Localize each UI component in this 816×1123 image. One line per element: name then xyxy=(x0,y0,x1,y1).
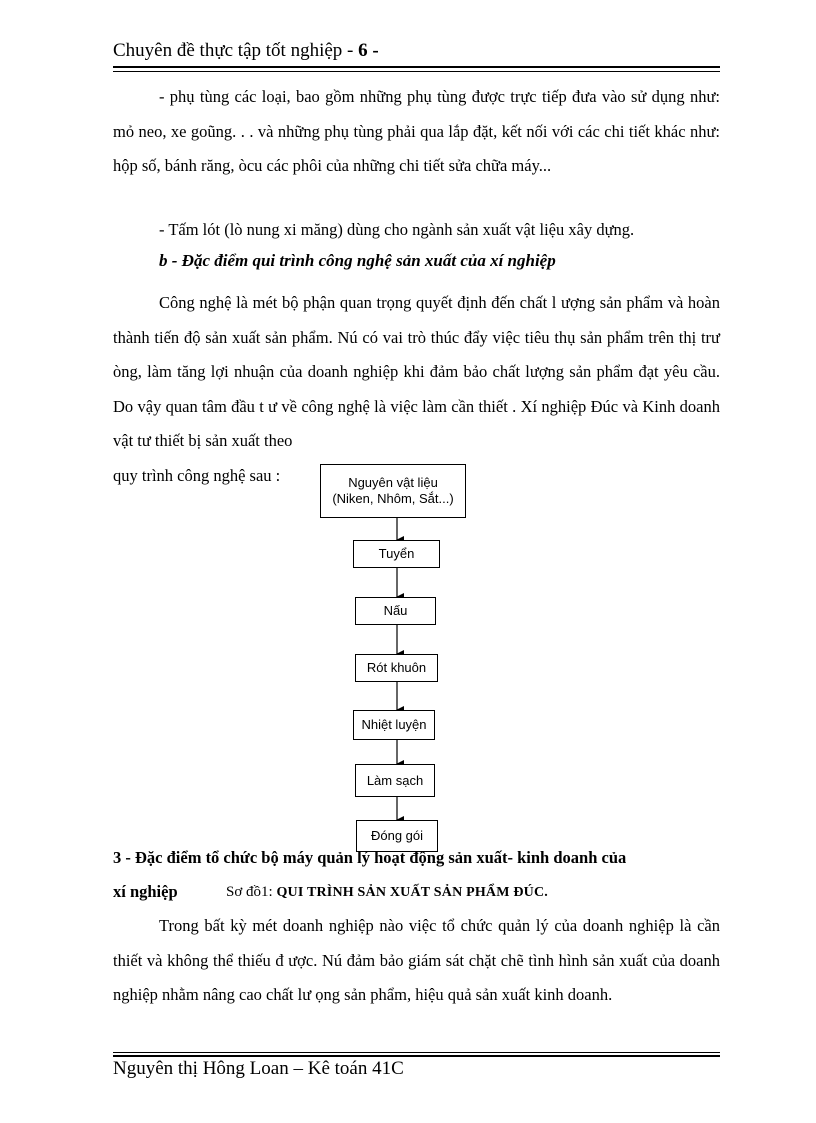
footer-rule-thin xyxy=(113,1052,720,1053)
diagram-caption-title: QUI TRÌNH SẢN XUẤT SẢN PHẨM ĐÚC. xyxy=(276,885,548,900)
flow-step-packing: Đóng gói xyxy=(356,820,438,852)
paragraph-management xyxy=(113,909,720,1013)
paragraph-lining-text: - Tấm lót (lò nung xi măng) dùng cho ngành sản xuất vật liệu xây dựng. xyxy=(159,220,635,239)
page-number: 6 - xyxy=(358,40,379,61)
section-3-heading: 3 - Đặc điểm tổ chức bộ máy quản lý hoạt động sản xuất- kinh doanh của xyxy=(113,848,627,867)
subheading-process: b - Đặc điểm qui trình công nghệ sản xuất của xí nghiệp xyxy=(159,251,556,270)
footer-rule-thick xyxy=(113,1055,720,1057)
flow-step-pouring: Rót khuôn xyxy=(355,654,438,682)
flow-step-raw-materials xyxy=(320,464,466,518)
paragraph-technology-last-line: quy trình công nghệ sau : xyxy=(113,466,281,485)
diagram-caption-prefix: Sơ đồ1: xyxy=(226,884,273,900)
diagram-caption xyxy=(226,875,548,910)
flow-step-sorting: Tuyển xyxy=(353,540,440,568)
footer-author: Nguyên thị Hông Loan – Kê toán 41C xyxy=(113,1058,404,1079)
paragraph-management-text: Trong bất kỳ mét doanh nghiệp nào việc tổ chức quản lý của doanh nghiệp là cần thiết và không thể thiếu đ ược. Nú đảm bảo giám sát chặt chẽ tình hình sản xuất của doanh nghiệp nhằm nâng cao chất lư ọng sản phẩm, hiệu quả sản xuất kinh doanh. xyxy=(113,916,720,1004)
section-3-heading-tail: xí nghiệp xyxy=(113,882,178,901)
flow-step-melting: Nấu xyxy=(355,597,436,625)
paragraph-technology-text: Công nghệ là mét bộ phận quan trọng quyết định đến chất l ượng sản phẩm và hoàn thành tiến độ sản xuất sản phẩm. Nú có vai trò thúc đẩy việc tiêu thụ sản phẩm trên thị trư òng, làm tăng lợi nhuận của doanh nghiệp khi đảm bảo chất lượng sản phẩm đạt yêu cầu. Do vậy quan tâm đầu t ư về công nghệ là việc làm cần thiết . Xí nghiệp Đúc và Kinh doanh vật tư thiết bị sản xuất theo xyxy=(113,293,720,450)
flow-step-cleaning: Làm sạch xyxy=(355,764,435,797)
paragraph-spare-parts-text: - phụ tùng các loại, bao gồm những phụ tùng được trực tiếp đưa vào sử dụng như: mỏ neo, xe goũng. . . và những phụ tùng phải qua lắp đặt, kết nối với các chi tiết khác như: hộp số, bánh răng, òcu các phôi của những chi tiết sửa chữa máy... xyxy=(113,87,720,175)
flow-step-heat-treatment: Nhiệt luyện xyxy=(353,710,435,740)
header-title: Chuyên đề thực tập tốt nghiệp - xyxy=(113,40,354,61)
flow-step-raw-materials-detail: (Niken, Nhôm, Sắt...) xyxy=(332,491,454,506)
flow-step-raw-materials-label: Nguyên vật liệu xyxy=(348,475,438,490)
